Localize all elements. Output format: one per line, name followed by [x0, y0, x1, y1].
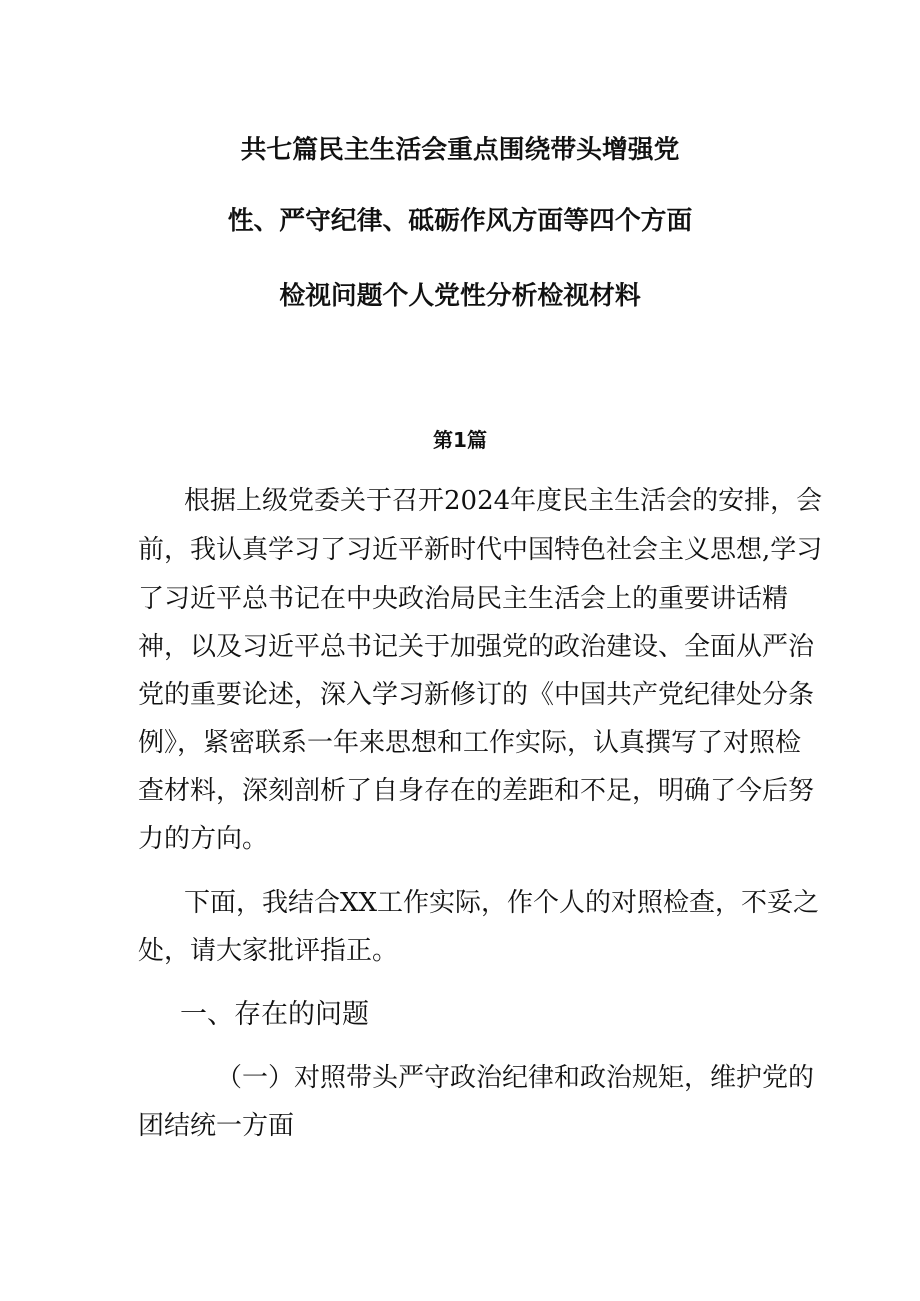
subsection-1-line-1: （一）对照带头严守政治纪律和政治规矩，维护党的 [216, 1063, 815, 1093]
document-title-line-2: 性、严守纪律、砥砺作风方面等四个方面 [227, 206, 693, 236]
paragraph-1-line-4: 神，以及习近平总书记关于加强党的政治建设、全面从严治 [138, 632, 815, 662]
chapter-label: 第1篇 [433, 428, 487, 452]
paragraph-1-line-6: 例》，紧密联系一年来思想和工作实际，认真撰写了对照检 [138, 728, 802, 758]
paragraph-2-line-1: 下面，我结合XX工作实际，作个人的对照检查，不妥之 [184, 888, 820, 918]
paragraph-1-line-5: 党的重要论述，深入学习新修订的《中国共产党纪律处分条 [138, 680, 815, 710]
section-1-heading: 一、存在的问题 [180, 999, 369, 1030]
paragraph-1-line-7: 查材料，深刻剖析了自身存在的差距和不足，明确了今后努 [138, 776, 815, 806]
paragraph-1-line-2: 前，我认真学习了习近平新时代中国特色社会主义思想,学习 [138, 535, 823, 565]
paragraph-1-line-8: 力的方向。 [138, 824, 269, 854]
document-title-line-1: 共七篇民主生活会重点围绕带头增强党 [240, 135, 680, 165]
paragraph-2-line-2: 处，请大家批评指正。 [138, 936, 399, 966]
subsection-1-line-2: 团结统一方面 [138, 1111, 295, 1141]
paragraph-1-line-1: 根据上级党委关于召开2024年度民主生活会的安排，会 [184, 486, 823, 516]
paragraph-1-line-3: 了习近平总书记在中央政治局民主生活会上的重要讲话精 [138, 584, 789, 614]
document-title-line-3: 检视问题个人党性分析检视材料 [279, 281, 641, 311]
